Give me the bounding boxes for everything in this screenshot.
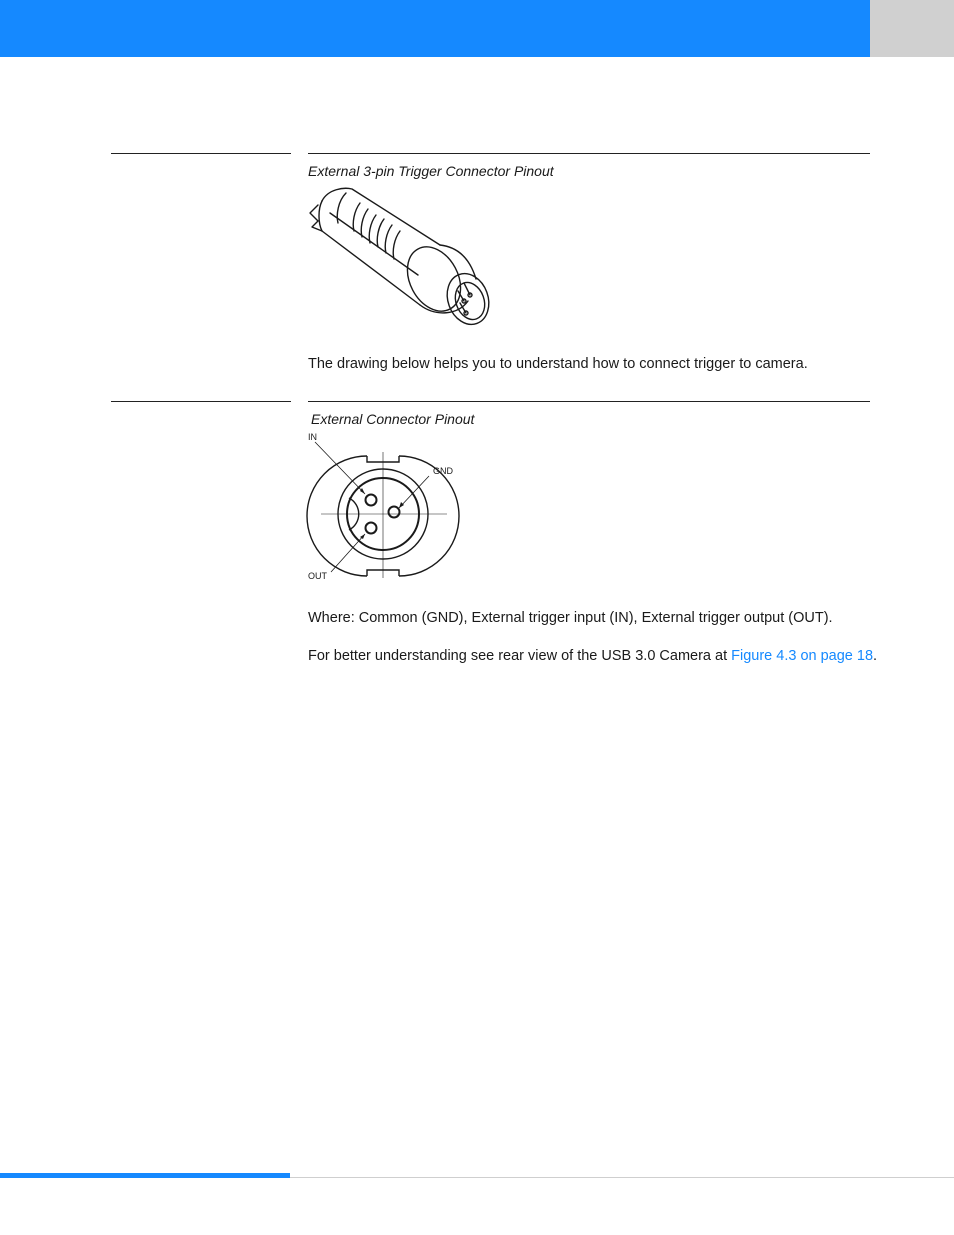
footer-accent-bar [0,1173,290,1178]
pin-label-gnd: GND [433,466,453,476]
figure-caption-external-connector: External Connector Pinout [311,411,475,427]
external-connector-pinout-drawing [305,428,465,588]
section-rule-right [308,401,870,402]
footer-rule [290,1177,954,1178]
paragraph-rear-view [308,648,877,664]
figure-caption-trigger-connector: External 3-pin Trigger Connector Pinout [308,163,554,179]
paragraph-where: Where: Common (GND), External trigger input (IN), External trigger output (OUT). [308,610,833,626]
section-rule-left [111,153,291,154]
pin-label-in: IN [308,432,317,442]
section-rule-right [308,153,870,154]
header-tab [870,0,954,57]
trigger-connector-drawing [308,183,498,333]
paragraph-drawing-intro: The drawing below helps you to understand how to connect trigger to camera. [308,356,808,372]
section-rule-left [111,401,291,402]
rear-view-text: For better understanding see rear view of the USB 3.0 Camera at [308,648,732,664]
header-bar [0,0,870,57]
pin-label-out: OUT [308,571,327,581]
rear-view-suffix: . [873,648,878,664]
figure-reference-link[interactable]: Figure 4.3 on page 18 [731,648,874,664]
